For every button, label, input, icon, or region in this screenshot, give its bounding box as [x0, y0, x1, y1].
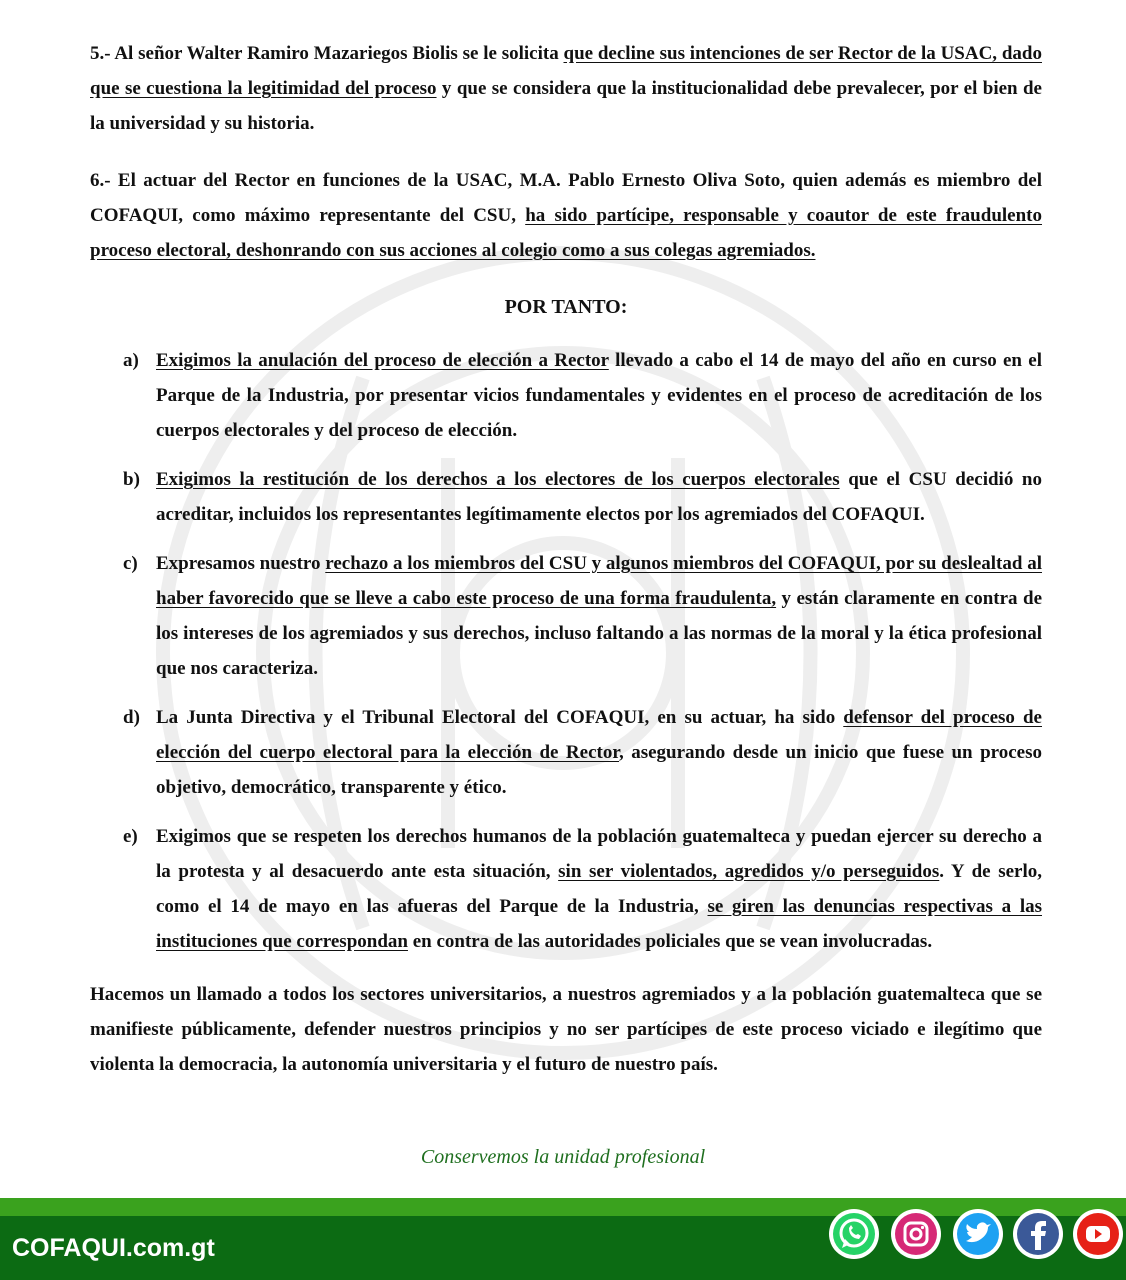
- footer-bar: [0, 1216, 1126, 1280]
- document-body: [90, 36, 1042, 1104]
- motto: Conservemos la unidad profesional: [420, 1146, 706, 1168]
- paragraph-6: 6.- El actuar del Rector en funciones de la USAC, M.A. Pablo Ernesto Oliva Soto, quien además es miembro del COFAQUI, como máximo representante del CSU, ha sido partícipe, responsable y coautor de este fraudulento proceso electoral, deshonrando con sus acciones al colegio como a sus colegas agremiados.: [90, 170, 1042, 261]
- list-item: c) Expresamos nuestro rechazo a los miembros del CSU y algunos miembros del COFAQUI, por su deslealtad al haber favorecido que se lleve a cabo este proceso de una forma fraudulenta, y están claramente en contra de los intereses de los agremiados y sus derechos, incluso faltando a las normas de la moral y la ética profesional que nos caracteriza.: [123, 553, 1043, 679]
- instagram-icon[interactable]: [890, 1208, 942, 1260]
- list-item: e) Exigimos que se respeten los derechos humanos de la población guatemalteca y puedan ejercer su derecho a la protesta y al desacuerdo ante esta situación, sin ser violentados, agredidos y/o perseguidos. Y de serlo, como el 14 de mayo en las afueras del Parque de la Industria, se giren las denuncias respectivas a las instituciones que correspondan en contra de las autoridades policiales que se vean involucradas.: [123, 826, 1042, 952]
- twitter-icon[interactable]: [952, 1208, 1004, 1260]
- website-link[interactable]: COFAQUI.com.gt: [12, 1234, 215, 1262]
- list-item: a) Exigimos la anulación del proceso de elección a Rector llevado a cabo el 14 de mayo del año en curso en el Parque de la Industria, por presentar vicios fundamentales y evidentes en el proceso de acreditación de los cuerpos electorales y del proceso de elección.: [123, 350, 1042, 441]
- whatsapp-icon[interactable]: [828, 1208, 880, 1260]
- closing-paragraph: Hacemos un llamado a todos los sectores universitarios, a nuestros agremiados y a la población guatemalteca que se manifieste públicamente, defender nuestros principios y no ser partícipes de este proceso viciado e ilegítimo que violenta la democracia, la autonomía universitaria y el futuro de nuestro país.: [90, 984, 1042, 1075]
- youtube-icon[interactable]: [1072, 1208, 1124, 1260]
- paragraph-5: 5.- Al señor Walter Ramiro Mazariegos Biolis se le solicita que decline sus intenciones de ser Rector de la USAC, dado que se cuestiona la legitimidad del proceso y que se considera que la institucionalidad debe prevalecer, por el bien de la universidad y su historia.: [90, 43, 1042, 134]
- list-item: d) La Junta Directiva y el Tribunal Electoral del COFAQUI, en su actuar, ha sido defensor del proceso de elección del cuerpo electoral para la elección de Rector, asegurando desde un inicio que fuese un proceso objetivo, democrático, transparente y ético.: [123, 707, 1042, 798]
- demands-list: [90, 343, 1042, 959]
- facebook-icon[interactable]: [1012, 1208, 1064, 1260]
- list-item: b) Exigimos la restitución de los derechos a los electores de los cuerpos electorales que el CSU decidió no acreditar, incluidos los representantes legítimamente electos por los agremiados del COFAQUI.: [123, 469, 1042, 525]
- section-heading: POR TANTO:: [504, 296, 628, 318]
